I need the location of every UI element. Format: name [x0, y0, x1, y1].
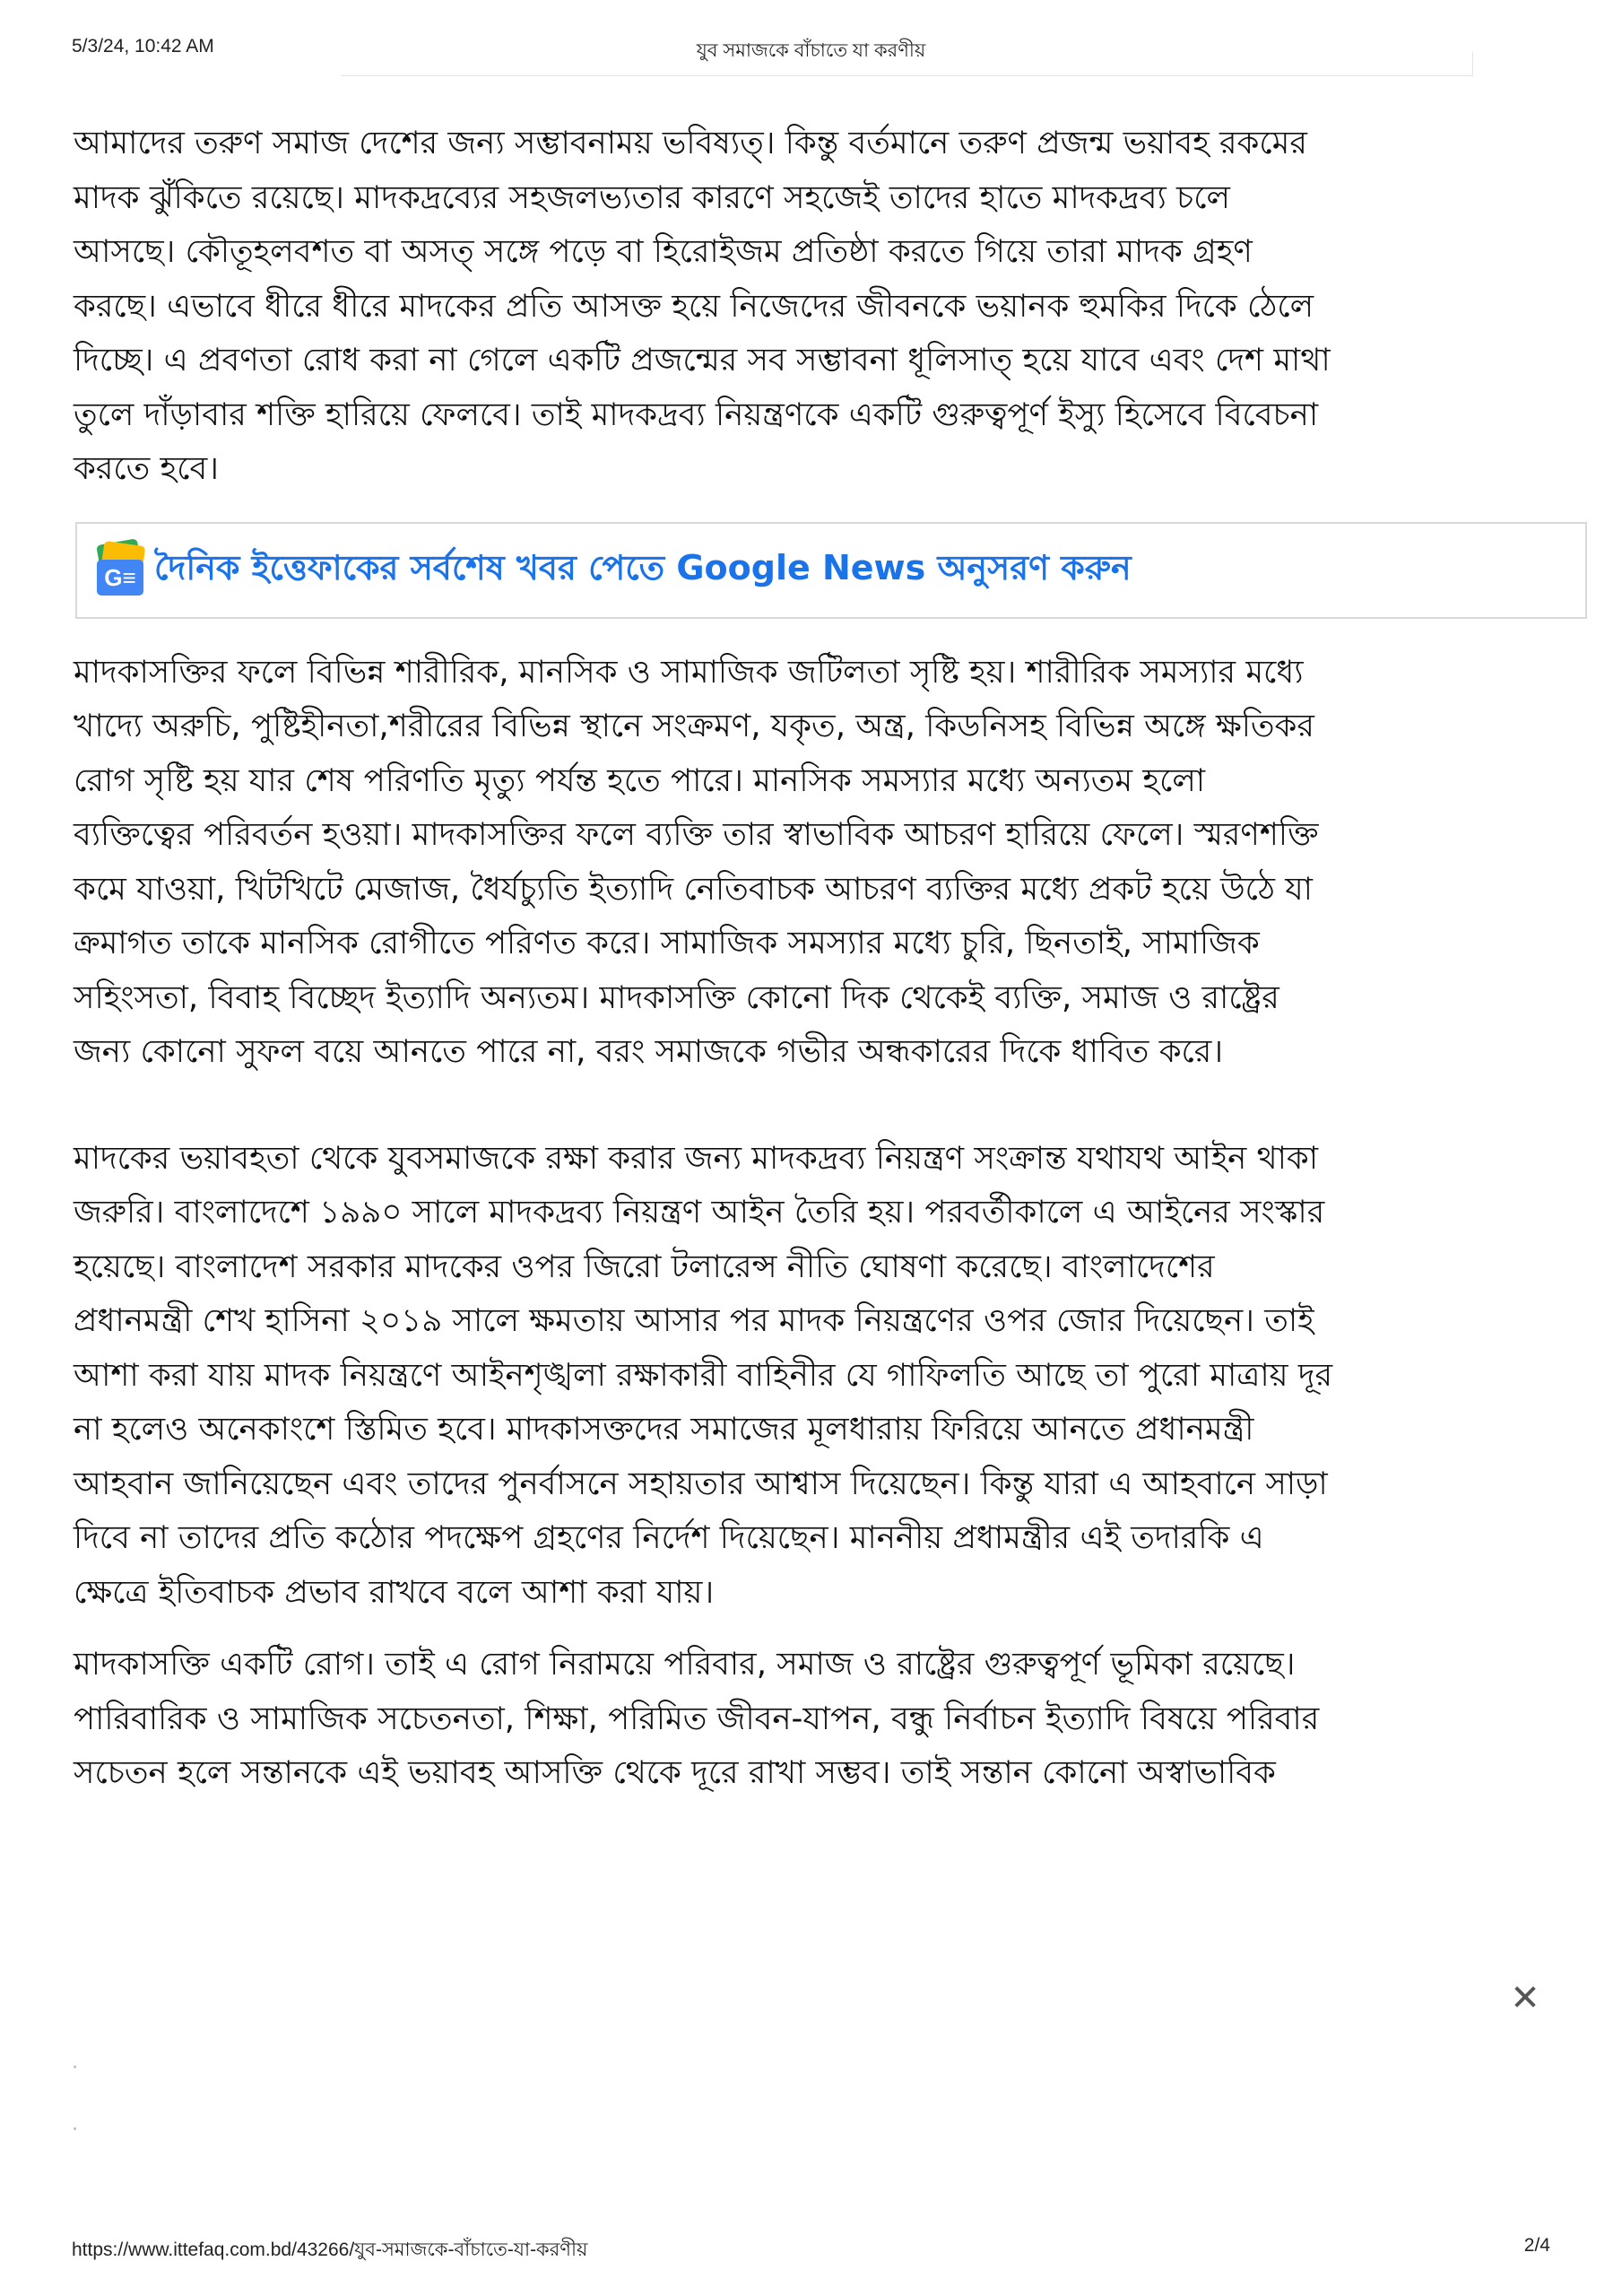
text-line: সচেতন হলে সন্তানকে এই ভয়াবহ আসক্তি থেকে দূরে রাখা সম্ভব। তাই সন্তান কোনো অস্বাভাবিক [74, 1754, 1276, 1791]
text-line: ক্ষেত্রে ইতিবাচক প্রভাব রাখবে বলে আশা করা যায়। [74, 1573, 715, 1611]
text-line: জরুরি। বাংলাদেশে ১৯৯০ সালে মাদকদ্রব্য নিয়ন্ত্রণ আইন তৈরি হয়। পরবর্তীকালে এ আইনের সংস্কার [74, 1194, 1325, 1231]
page-top-divider-vertical [1472, 52, 1473, 76]
text-line: সহিংসতা, বিবাহ বিচ্ছেদ ইত্যাদি অন্যতম। মাদকাসক্তি কোনো দিক থেকেই ব্যক্তি, সমাজ ও রাষ্ট্রের [74, 978, 1279, 1016]
google-news-icon [93, 542, 147, 599]
page-top-divider [341, 75, 1472, 76]
print-datetime: 5/3/24, 10:42 AM [72, 36, 214, 57]
print-header [72, 36, 1550, 66]
google-news-follow-link[interactable]: দৈনিক ইত্তেফাকের সর্বশেষ খবর পেতে Google News অনুসরণ করুন [154, 547, 1132, 587]
article-body [74, 117, 1508, 1801]
article-paragraph-4 [74, 1638, 1508, 1801]
text-line: তুলে দাঁড়াবার শক্তি হারিয়ে ফেলবে। তাই মাদকদ্রব্য নিয়ন্ত্রণকে একটি গুরুত্বপূর্ণ ইস্যু হিসেবে বিবেচনা [74, 396, 1319, 433]
text-line: ব্যক্তিত্বের পরিবর্তন হওয়া। মাদকাসক্তির ফলে ব্যক্তি তার স্বাভাবিক আচরণ হারিয়ে ফেলে। স্মরণশক্তি [74, 816, 1319, 853]
text-line: প্রধানমন্ত্রী শেখ হাসিনা ২০১৯ সালে ক্ষমতায় আসার পর মাদক নিয়ন্ত্রণের ওপর জোর দিয়েছেন। তাই [74, 1302, 1314, 1339]
text-line: পারিবারিক ও সামাজিক সচেতনতা, শিক্ষা, পরিমিত জীবন-যাপন, বন্ধু নির্বাচন ইত্যাদি বিষয়ে পরিবার [74, 1700, 1320, 1737]
article-paragraph-1 [74, 117, 1508, 497]
print-page-number: 2/4 [1523, 2235, 1550, 2256]
decorative-dot [74, 2066, 76, 2068]
text-line: হয়েছে। বাংলাদেশ সরকার মাদকের ওপর জিরো টলারেন্স নীতি ঘোষণা করেছে। বাংলাদেশের [74, 1248, 1215, 1285]
text-line: না হলেও অনেকাংশে স্তিমিত হবে। মাদকাসক্তদের সমাজের মূলধারায় ফিরিয়ে আনতে প্রধানমন্ত্রী [74, 1411, 1254, 1448]
text-line: আহবান জানিয়েছেন এবং তাদের পুনর্বাসনে সহায়তার আশ্বাস দিয়েছেন। কিন্তু যারা এ আহবানে সাড়া [74, 1465, 1328, 1502]
text-line: মাদকের ভয়াবহতা থেকে যুবসমাজকে রক্ষা করার জন্য মাদকদ্রব্য নিয়ন্ত্রণ সংক্রান্ত যথাযথ আইন থাকা [74, 1139, 1319, 1177]
google-news-logo-text: G≡ [97, 560, 143, 596]
google-news-follow-banner[interactable] [75, 522, 1587, 619]
close-icon[interactable]: ✕ [1510, 1978, 1540, 2019]
text-line: মাদক ঝুঁকিতে রয়েছে। মাদকদ্রব্যের সহজলভ্যতার কারণে সহজেই তাদের হাতে মাদকদ্রব্য চলে [74, 178, 1230, 216]
text-line: করতে হবে। [74, 450, 219, 487]
text-line: খাদ্যে অরুচি, পুষ্টিহীনতা,শরীরের বিভিন্ন স্থানে সংক্রমণ, যকৃত, অন্ত্র, কিডনিসহ বিভিন্ন অঙ্গে ক্ষতিকর [74, 708, 1314, 744]
text-line: আসছে। কৌতূহলবশত বা অসত্ সঙ্গে পড়ে বা হিরোইজম প্রতিষ্ঠা করতে গিয়ে তারা মাদক গ্রহণ [74, 233, 1253, 270]
text-line: আমাদের তরুণ সমাজ দেশের জন্য সম্ভাবনাময় ভবিষ্যত্। কিন্তু বর্তমানে তরুণ প্রজন্ম ভয়াবহ রকমের [74, 125, 1307, 161]
text-line: দিচ্ছে। এ প্রবণতা রোধ করা না গেলে একটি প্রজন্মের সব সম্ভাবনা ধূলিসাত্ হয়ে যাবে এবং দেশ মাথা [74, 342, 1331, 378]
text-line: জন্য কোনো সুফল বয়ে আনতে পারে না, বরং সমাজকে গভীর অন্ধকারের দিকে ধাবিত করে। [74, 1033, 1224, 1070]
article-paragraph-3 [74, 1132, 1508, 1621]
text-line: দিবে না তাদের প্রতি কঠোর পদক্ষেপ গ্রহণের নির্দেশ দিয়েছেন। মাননীয় প্রধামন্ত্রীর এই তদারকি এ [74, 1519, 1264, 1556]
text-line: মাদকাসক্তি একটি রোগ। তাই এ রোগ নিরাময়ে পরিবার, সমাজ ও রাষ্ট্রের গুরুত্বপূর্ণ ভূমিকা রয়েছে। [74, 1646, 1296, 1683]
text-line: ক্রমাগত তাকে মানসিক রোগীতে পরিণত করে। সামাজিক সমস্যার মধ্যে চুরি, ছিনতাই, সামাজিক [74, 925, 1260, 961]
decorative-dot [74, 2127, 76, 2130]
text-line: করছে। এভাবে ধীরে ধীরে মাদকের প্রতি আসক্ত হয়ে নিজেদের জীবনকে ভয়ানক হুমকির দিকে ঠেলে [74, 287, 1314, 325]
text-line: মাদকাসক্তির ফলে বিভিন্ন শারীরিক, মানসিক ও সামাজিক জটিলতা সৃষ্টি হয়। শারীরিক সমস্যার মধ্যে [74, 653, 1304, 691]
print-page-title: যুব সমাজকে বাঁচাতে যা করণীয় [696, 40, 926, 61]
text-line: কমে যাওয়া, খিটখিটে মেজাজ, ধৈর্যচ্যুতি ইত্যাদি নেতিবাচক আচরণ ব্যক্তির মধ্যে প্রকট হয়ে উঠে যা [74, 870, 1313, 908]
article-paragraph-2 [74, 646, 1508, 1080]
print-url: https://www.ittefaq.com.bd/43266/যুব-সমাজকে-বাঁচাতে-যা-করণীয় [72, 2239, 588, 2260]
text-line: আশা করা যায় মাদক নিয়ন্ত্রণে আইনশৃঙ্খলা রক্ষাকারী বাহিনীর যে গাফিলতি আছে তা পুরো মাত্রায় দূর [74, 1356, 1333, 1394]
text-line: রোগ সৃষ্টি হয় যার শেষ পরিণতি মৃত্যু পর্যন্ত হতে পারে। মানসিক সমস্যার মধ্যে অন্যতম হলো [74, 761, 1206, 799]
